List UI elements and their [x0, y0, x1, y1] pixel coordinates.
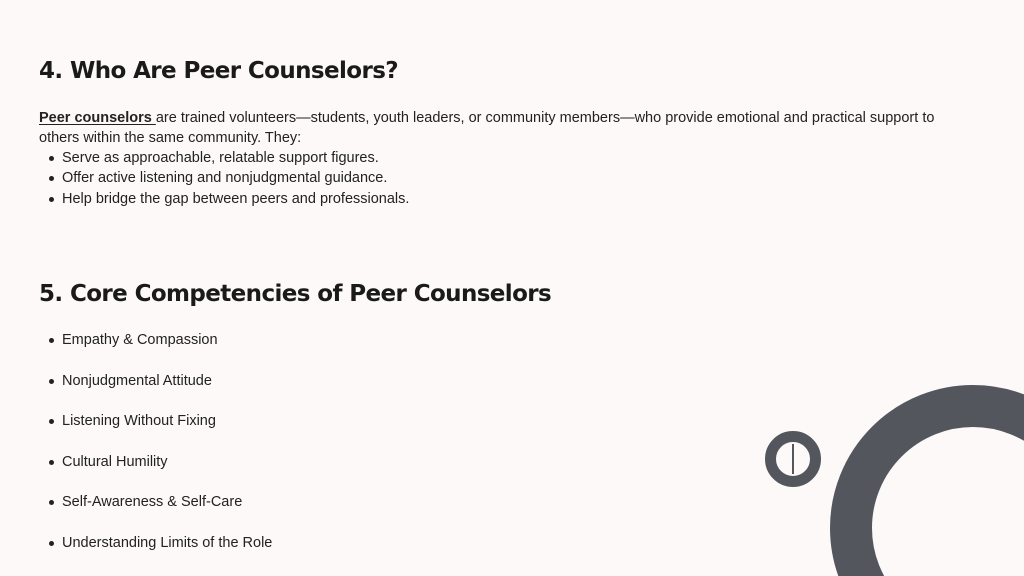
decorative-large-ring [830, 385, 1024, 576]
decorative-small-ring-icon [765, 431, 821, 487]
list-item: Self-Awareness & Self-Care [39, 492, 272, 512]
list-item: Offer active listening and nonjudgmental guidance. [39, 168, 409, 188]
list-item: Cultural Humility [39, 452, 272, 472]
section-4-bullet-list [39, 148, 409, 209]
section-4-heading: 4. Who Are Peer Counselors? [39, 58, 399, 84]
intro-text: are trained volunteers—students, youth leaders, or community members—who provide emotional and practical support to others within the same community. They: [39, 110, 935, 146]
list-item: Help bridge the gap between peers and professionals. [39, 189, 409, 209]
list-item: Serve as approachable, relatable support figures. [39, 148, 409, 168]
section-5-heading: 5. Core Competencies of Peer Counselors [39, 281, 552, 307]
competencies-list [39, 330, 272, 573]
list-item: Understanding Limits of the Role [39, 533, 272, 553]
list-item: Listening Without Fixing [39, 411, 272, 431]
list-item: Nonjudgmental Attitude [39, 371, 272, 391]
intro-lead-term: Peer counselors [39, 110, 156, 126]
list-item: Empathy & Compassion [39, 330, 272, 350]
section-4-intro [39, 108, 949, 148]
